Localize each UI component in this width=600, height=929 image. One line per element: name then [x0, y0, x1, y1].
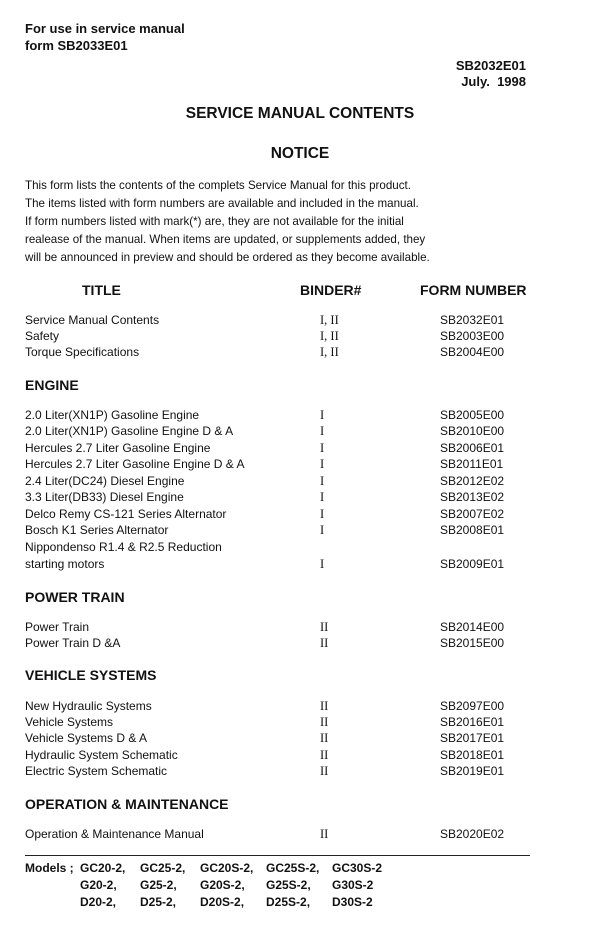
- row-form-number: SB2004E00: [440, 345, 505, 359]
- row-form-number: SB2017E01: [440, 731, 505, 745]
- row-form-number: SB2011E01: [440, 457, 504, 471]
- models-row: [25, 877, 392, 894]
- row-binder: I: [320, 490, 325, 504]
- table-row: [0, 699, 600, 715]
- models-list: [25, 860, 392, 911]
- models-row: [25, 894, 392, 911]
- table-row: [0, 408, 600, 424]
- table-row: [0, 540, 600, 556]
- row-title: Power Train D &A: [25, 636, 121, 650]
- table-row: [0, 441, 600, 457]
- table-row: [0, 457, 600, 473]
- row-binder: I: [320, 507, 325, 521]
- models-label: Models ;: [25, 861, 74, 875]
- table-row: [0, 715, 600, 731]
- row-binder: I: [320, 523, 325, 537]
- table-row: [0, 557, 600, 573]
- row-form-number: SB2008E01: [440, 523, 505, 537]
- row-binder: II: [320, 748, 329, 762]
- row-title: Hercules 2.7 Liter Gasoline Engine D & A: [25, 457, 245, 471]
- table-row: [0, 764, 600, 780]
- row-title: Bosch K1 Series Alternator: [25, 523, 169, 537]
- row-form-number: SB2007E02: [440, 507, 505, 521]
- row-title: Hydraulic System Schematic: [25, 748, 178, 762]
- row-form-number: SB2020E02: [440, 827, 505, 841]
- model-name: D20S-2,: [200, 895, 245, 909]
- notice-heading: NOTICE: [270, 145, 330, 162]
- row-title: Electric System Schematic: [25, 764, 168, 778]
- table-row: [0, 827, 600, 843]
- column-header-title: TITLE: [82, 282, 121, 298]
- table-row: [0, 424, 600, 440]
- model-name: D25-2,: [140, 895, 177, 909]
- usage-line-2: form SB2033E01: [25, 38, 128, 53]
- row-binder: I: [320, 424, 325, 438]
- row-form-number: SB2013E02: [440, 490, 505, 504]
- row-title: 2.0 Liter(XN1P) Gasoline Engine: [25, 408, 200, 422]
- row-title: Hercules 2.7 Liter Gasoline Engine: [25, 441, 211, 455]
- row-binder: II: [320, 620, 329, 634]
- row-form-number: SB2015E00: [440, 636, 505, 650]
- row-form-number: SB2097E00: [440, 699, 505, 713]
- table-row: [0, 345, 600, 361]
- usage-line-1: For use in service manual: [25, 21, 185, 36]
- document-id: [456, 58, 526, 90]
- model-name: D30S-2: [332, 895, 373, 909]
- row-binder: I, II: [320, 313, 339, 327]
- notice-text: [25, 177, 430, 267]
- row-binder: II: [320, 764, 329, 778]
- row-binder: II: [320, 699, 329, 713]
- page-title: SERVICE MANUAL CONTENTS: [185, 105, 415, 122]
- table-row: [0, 329, 600, 345]
- row-form-number: SB2003E00: [440, 329, 505, 343]
- model-name: D25S-2,: [266, 895, 311, 909]
- row-form-number: SB2010E00: [440, 424, 505, 438]
- row-binder: II: [320, 636, 329, 650]
- row-binder: I: [320, 474, 325, 488]
- notice-line: If form numbers listed with mark(*) are, they are not available for the initial: [25, 215, 404, 228]
- table-row: [0, 507, 600, 523]
- model-name: G20S-2,: [200, 878, 245, 892]
- model-name: G30S-2: [332, 878, 374, 892]
- models-row: [25, 860, 392, 877]
- table-row: [0, 748, 600, 764]
- row-binder: I: [320, 457, 325, 471]
- row-binder: I, II: [320, 345, 339, 359]
- table-row: [0, 490, 600, 506]
- section-title-engine: ENGINE: [25, 377, 79, 393]
- row-title: Delco Remy CS-121 Series Alternator: [25, 507, 227, 521]
- row-title: Safety: [25, 329, 60, 343]
- table-row: [0, 523, 600, 539]
- section-title-vehicle-systems: VEHICLE SYSTEMS: [25, 667, 157, 683]
- row-title: 2.0 Liter(XN1P) Gasoline Engine D & A: [25, 424, 234, 438]
- model-name: GC20S-2,: [200, 861, 254, 875]
- table-row: [0, 636, 600, 652]
- row-title: starting motors: [25, 557, 105, 571]
- row-binder: II: [320, 731, 329, 745]
- section-title-operation-maintenance: OPERATION & MAINTENANCE: [25, 796, 229, 812]
- notice-line: will be announced in preview and should be ordered as they become available.: [25, 251, 430, 264]
- row-form-number: SB2012E02: [440, 474, 505, 488]
- row-title: Nippondenso R1.4 & R2.5 Reduction: [25, 540, 222, 554]
- row-binder: II: [320, 827, 329, 841]
- row-title: 3.3 Liter(DB33) Diesel Engine: [25, 490, 184, 504]
- row-form-number: SB2032E01: [440, 313, 505, 327]
- row-form-number: SB2018E01: [440, 748, 505, 762]
- row-title: New Hydraulic Systems: [25, 699, 152, 713]
- row-title: Vehicle Systems D & A: [25, 731, 148, 745]
- row-binder: II: [320, 715, 329, 729]
- model-name: GC25-2,: [140, 861, 186, 875]
- row-form-number: SB2009E01: [440, 557, 505, 571]
- section-title-power-train: POWER TRAIN: [25, 589, 125, 605]
- model-name: G25S-2,: [266, 878, 311, 892]
- usage-note: [25, 20, 185, 54]
- row-form-number: SB2016E01: [440, 715, 505, 729]
- column-header-binder: BINDER#: [300, 282, 362, 298]
- row-binder: I, II: [320, 329, 339, 343]
- table-row: [0, 313, 600, 329]
- row-binder: I: [320, 408, 325, 422]
- divider: [25, 855, 530, 856]
- model-name: GC20-2,: [80, 861, 126, 875]
- document-date: July. 1998: [461, 74, 526, 89]
- row-form-number: SB2019E01: [440, 764, 505, 778]
- row-form-number: SB2006E01: [440, 441, 505, 455]
- row-title: Torque Specifications: [25, 345, 140, 359]
- model-name: G20-2,: [80, 878, 117, 892]
- row-title: Power Train: [25, 620, 90, 634]
- row-binder: I: [320, 441, 325, 455]
- notice-line: This form lists the contents of the complets Service Manual for this product.: [25, 179, 411, 192]
- notice-line: The items listed with form numbers are available and included in the manual.: [25, 197, 419, 210]
- model-name: D20-2,: [80, 895, 117, 909]
- row-title: Service Manual Contents: [25, 313, 160, 327]
- model-name: G25-2,: [140, 878, 177, 892]
- notice-line: realease of the manual. When items are updated, or supplements added, they: [25, 233, 426, 246]
- row-title: Operation & Maintenance Manual: [25, 827, 204, 841]
- row-form-number: SB2005E00: [440, 408, 505, 422]
- row-title: 2.4 Liter(DC24) Diesel Engine: [25, 474, 185, 488]
- table-row: [0, 731, 600, 747]
- row-form-number: SB2014E00: [440, 620, 505, 634]
- model-name: GC25S-2,: [266, 861, 320, 875]
- document-form-number: SB2032E01: [455, 58, 526, 73]
- model-name: GC30S-2: [332, 861, 383, 875]
- row-binder: I: [320, 557, 325, 571]
- table-row: [0, 620, 600, 636]
- row-title: Vehicle Systems: [25, 715, 114, 729]
- table-row: [0, 474, 600, 490]
- column-header-form-number: FORM NUMBER: [420, 282, 527, 298]
